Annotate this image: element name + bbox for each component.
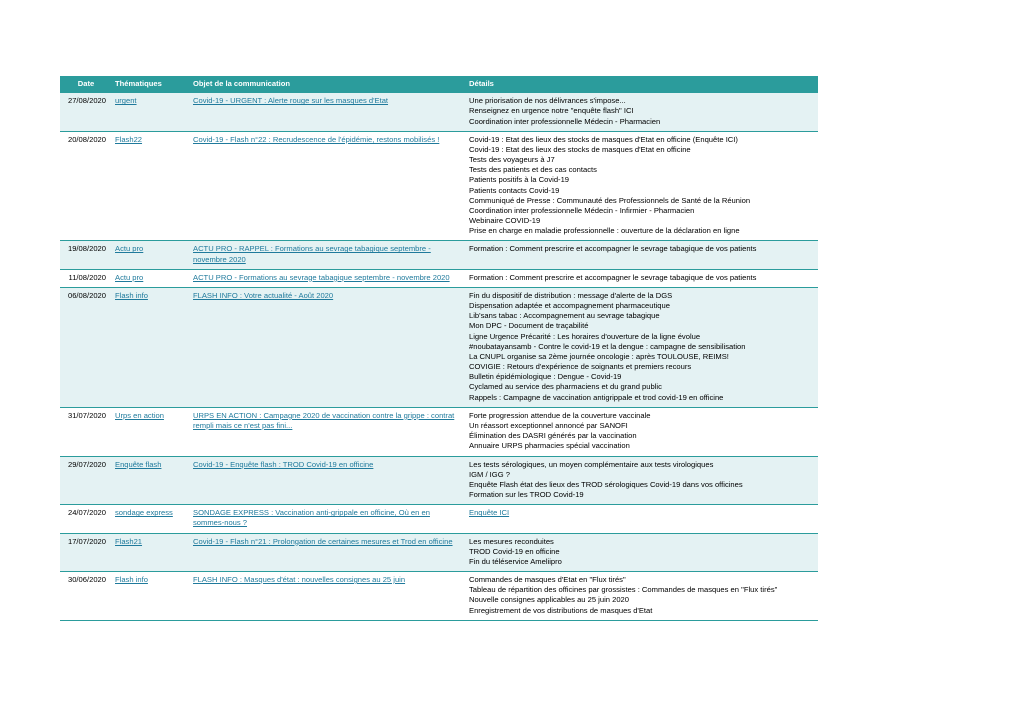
detail-line: Fin du dispositif de distribution : message d'alerte de la DGS bbox=[469, 290, 673, 300]
cell-objet-link[interactable]: Covid-19 - Enquête flash : TROD Covid-19 en officine bbox=[190, 456, 466, 505]
cell-date: 30/06/2020 bbox=[60, 572, 112, 621]
detail-line: Les tests sérologiques, un moyen complémentaire aux tests virologiques bbox=[469, 459, 714, 469]
cell-objet-link[interactable]: SONDAGE EXPRESS : Vaccination anti-grippale en officine, Où en en sommes-nous ? bbox=[190, 505, 466, 533]
detail-line: IGM / IGG ? bbox=[469, 469, 510, 479]
cell-details bbox=[466, 533, 818, 572]
detail-line: Nouvelle consignes applicables au 25 juin 2020 bbox=[469, 595, 630, 605]
detail-line: Dispensation adaptée et accompagnement pharmaceutique bbox=[469, 301, 670, 311]
table-row bbox=[60, 269, 818, 287]
detail-line: Mon DPC - Document de traçabilité bbox=[469, 321, 589, 331]
detail-line: Formation sur les TROD Covid-19 bbox=[469, 490, 584, 500]
detail-line: Patients contacts Covid-19 bbox=[469, 185, 560, 195]
detail-line: Formation : Comment prescrire et accompagner le sevrage tabagique de vos patients bbox=[469, 244, 757, 254]
cell-details bbox=[466, 505, 818, 533]
cell-thematique-link[interactable]: Flash info bbox=[112, 287, 190, 407]
detail-line: Lib'sans tabac : Accompagnement au sevrage tabagique bbox=[469, 311, 660, 321]
cell-details bbox=[466, 287, 818, 407]
column-header-date: Date bbox=[60, 76, 112, 93]
detail-line: Renseignez en urgence notre "enquête flash" ICI bbox=[469, 106, 634, 116]
detail-line: TROD Covid-19 en officine bbox=[469, 546, 560, 556]
detail-line: Cyclamed au service des pharmaciens et du grand public bbox=[469, 382, 662, 392]
column-header-objet: Objet de la communication bbox=[190, 76, 466, 93]
cell-thematique-link[interactable]: Actu pro bbox=[112, 269, 190, 287]
table-row bbox=[60, 572, 818, 621]
detail-line: Prise en charge en maladie professionnelle : ouverture de la déclaration en ligne bbox=[469, 226, 740, 236]
cell-thematique-link[interactable]: Actu pro bbox=[112, 241, 190, 269]
detail-line: Tests des patients et des cas contacts bbox=[469, 165, 597, 175]
cell-details bbox=[466, 407, 818, 456]
table-row bbox=[60, 93, 818, 131]
detail-line: La CNUPL organise sa 2ème journée oncologie : après TOULOUSE, REIMS! bbox=[469, 351, 729, 361]
detail-line: Forte progression attendue de la couverture vaccinale bbox=[469, 410, 651, 420]
cell-date: 17/07/2020 bbox=[60, 533, 112, 572]
cell-date: 27/08/2020 bbox=[60, 93, 112, 131]
cell-objet-link[interactable]: ACTU PRO - Formations au sevrage tabagique septembre - novembre 2020 bbox=[190, 269, 466, 287]
detail-line: Rappels : Campagne de vaccination antigrippale et trod covid-19 en officine bbox=[469, 392, 724, 402]
column-header-details: Détails bbox=[466, 76, 818, 93]
cell-details bbox=[466, 131, 818, 241]
detail-line: Commandes de masques d'Etat en "Flux tirés" bbox=[469, 575, 626, 585]
detail-line: Patients positifs à la Covid-19 bbox=[469, 175, 570, 185]
detail-line: Bulletin épidémiologique : Dengue - Covid-19 bbox=[469, 372, 622, 382]
detail-line: COVIGIE : Retours d'expérience de soignants et premiers recours bbox=[469, 362, 692, 372]
detail-line: Coordination inter professionnelle Médecin - Pharmacien bbox=[469, 116, 661, 126]
cell-date: 20/08/2020 bbox=[60, 131, 112, 241]
table-row bbox=[60, 287, 818, 407]
communications-table bbox=[60, 76, 818, 621]
table-header-row bbox=[60, 76, 818, 93]
detail-line[interactable]: Enquête ICI bbox=[469, 508, 510, 518]
detail-line: Un réassort exceptionnel annoncé par SANOFI bbox=[469, 420, 628, 430]
detail-line: Webinaire COVID-19 bbox=[469, 216, 541, 226]
cell-date: 19/08/2020 bbox=[60, 241, 112, 269]
table-row bbox=[60, 241, 818, 269]
cell-details bbox=[466, 572, 818, 621]
table-row bbox=[60, 456, 818, 505]
detail-line: Une priorisation de nos délivrances s'impose... bbox=[469, 96, 626, 106]
detail-line: Ligne Urgence Précarité : Les horaires d'ouverture de la ligne évolue bbox=[469, 331, 701, 341]
detail-line: Élimination des DASRI générés par la vaccination bbox=[469, 431, 637, 441]
table-body bbox=[60, 93, 818, 620]
cell-thematique-link[interactable]: urgent bbox=[112, 93, 190, 131]
detail-line: Enregistrement de vos distributions de masques d'Etat bbox=[469, 605, 653, 615]
detail-line: Coordination inter professionnelle Médecin - Infirmier - Pharmacien bbox=[469, 205, 695, 215]
detail-line: Covid-19 : Etat des lieux des stocks de masques d'Etat en officine (Enquête ICI) bbox=[469, 134, 738, 144]
detail-line: Tests des voyageurs à J7 bbox=[469, 155, 555, 165]
cell-thematique-link[interactable]: sondage express bbox=[112, 505, 190, 533]
cell-thematique-link[interactable]: Flash21 bbox=[112, 533, 190, 572]
cell-thematique-link[interactable]: Enquête flash bbox=[112, 456, 190, 505]
cell-date: 31/07/2020 bbox=[60, 407, 112, 456]
detail-line: Les mesures reconduites bbox=[469, 536, 554, 546]
cell-thematique-link[interactable]: Flash22 bbox=[112, 131, 190, 241]
cell-date: 24/07/2020 bbox=[60, 505, 112, 533]
table-row bbox=[60, 131, 818, 241]
table-row bbox=[60, 407, 818, 456]
detail-line: Annuaire URPS pharmacies spécial vaccination bbox=[469, 441, 630, 451]
cell-thematique-link[interactable]: Flash info bbox=[112, 572, 190, 621]
table-row bbox=[60, 533, 818, 572]
cell-objet-link[interactable]: URPS EN ACTION : Campagne 2020 de vaccination contre la grippe : contrat rempli mais ce n'est pas fini... bbox=[190, 407, 466, 456]
cell-objet-link[interactable]: Covid-19 - Flash n°21 : Prolongation de certaines mesures et Trod en officine bbox=[190, 533, 466, 572]
cell-details bbox=[466, 269, 818, 287]
detail-line: Fin du téléservice Ameliipro bbox=[469, 556, 562, 566]
cell-objet-link[interactable]: FLASH INFO : Masques d'état : nouvelles consignes au 25 juin bbox=[190, 572, 466, 621]
cell-objet-link[interactable]: Covid-19 - Flash n°22 : Recrudescence de l'épidémie, restons mobilisés ! bbox=[190, 131, 466, 241]
cell-objet-link[interactable]: Covid-19 - URGENT : Alerte rouge sur les masques d'Etat bbox=[190, 93, 466, 131]
detail-line: Formation : Comment prescrire et accompagner le sevrage tabagique de vos patients bbox=[469, 272, 757, 282]
detail-line: Tableau de répartition des officines par grossistes : Commandes de masques en "Flux tirés" bbox=[469, 585, 778, 595]
detail-line: Enquête Flash état des lieux des TROD sérologiques Covid-19 dans vos officines bbox=[469, 479, 743, 489]
cell-objet-link[interactable]: FLASH INFO : Votre actualité - Août 2020 bbox=[190, 287, 466, 407]
cell-objet-link[interactable]: ACTU PRO - RAPPEL : Formations au sevrage tabagique septembre - novembre 2020 bbox=[190, 241, 466, 269]
cell-details bbox=[466, 93, 818, 131]
cell-details bbox=[466, 241, 818, 269]
detail-line: Communiqué de Presse : Communauté des Professionnels de Santé de la Réunion bbox=[469, 195, 751, 205]
detail-line: #noubatayansamb - Contre le covid-19 et la dengue : campagne de sensibilisation bbox=[469, 341, 746, 351]
cell-date: 06/08/2020 bbox=[60, 287, 112, 407]
table-row bbox=[60, 505, 818, 533]
cell-thematique-link[interactable]: Urps en action bbox=[112, 407, 190, 456]
table-header bbox=[60, 76, 818, 93]
cell-date: 11/08/2020 bbox=[60, 269, 112, 287]
detail-line: Covid-19 : Etat des lieux des stocks de masques d'Etat en officine bbox=[469, 144, 691, 154]
column-header-thematique: Thématiques bbox=[112, 76, 190, 93]
cell-date: 29/07/2020 bbox=[60, 456, 112, 505]
cell-details bbox=[466, 456, 818, 505]
